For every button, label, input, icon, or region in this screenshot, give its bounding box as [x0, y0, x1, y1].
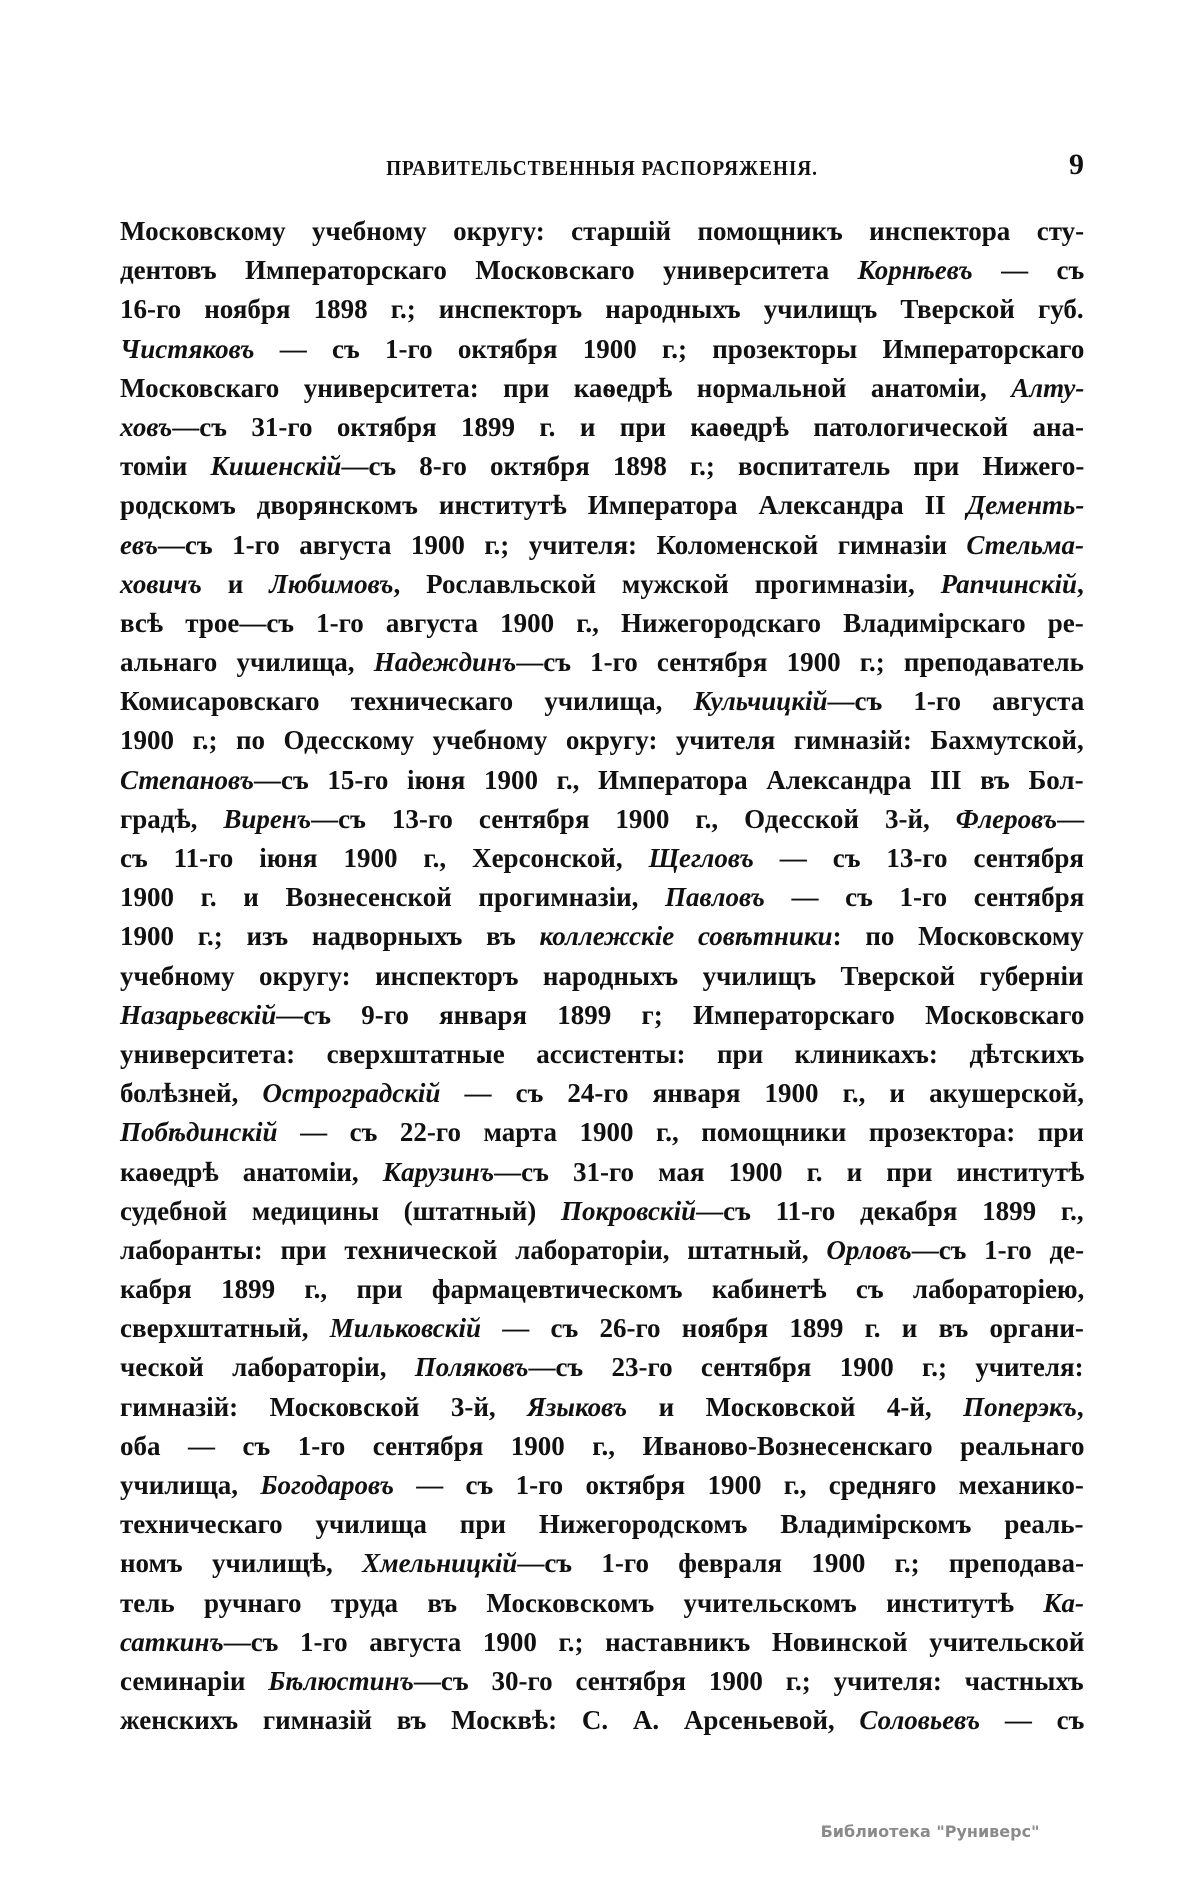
text-segment: —съ 1-го августа [827, 686, 1085, 717]
italic-name: Языковъ [527, 1391, 628, 1422]
text-segment: альнаго училища, [120, 647, 374, 678]
text-segment: —съ 13-го сентября 1900 г., Одесской 3-й, [311, 803, 956, 834]
text-line [120, 447, 1084, 486]
text-line [120, 1348, 1084, 1387]
running-header [120, 148, 1084, 188]
italic-name: Степановъ [120, 764, 254, 795]
italic-name: Павловъ [665, 882, 765, 913]
text-segment: —съ 31-го мая 1900 г. и при институтѣ [494, 1156, 1085, 1187]
text-line [120, 839, 1084, 878]
text-line [120, 800, 1084, 839]
text-line [120, 330, 1084, 369]
text-segment: оба — съ 1-го сентября 1900 г., Иваново-Вознесенскаго реальнаго [120, 1430, 1085, 1461]
text-segment: —съ 11-го декабря 1899 г., [696, 1195, 1084, 1226]
text-line [120, 996, 1084, 1035]
italic-name: Виренъ [223, 803, 312, 834]
italic-name: Покровскій [561, 1195, 697, 1226]
text-line [120, 1584, 1084, 1623]
text-line [120, 682, 1084, 721]
text-line [120, 1231, 1084, 1270]
text-line [120, 1192, 1084, 1231]
italic-name: евъ [120, 529, 158, 560]
text-segment: семинаріи [120, 1665, 269, 1696]
text-line [120, 1544, 1084, 1583]
text-segment: кабря 1899 г., при фармацевтическомъ кабинетѣ съ лабораторіею, [120, 1274, 1085, 1305]
italic-name: коллежскіе совѣтники [539, 921, 833, 952]
text-segment: женскихъ гимназій въ Москвѣ: С. А. Арсеньевой, [120, 1705, 860, 1736]
text-segment: сверхштатный, [120, 1313, 330, 1344]
text-segment: болѣзней, [120, 1078, 263, 1109]
header-title: ПРАВИТЕЛЬСТВЕННЫЯ РАСПОРЯЖЕНІЯ. [386, 156, 818, 180]
text-segment: — съ 26-го ноября 1899 г. и въ органи- [481, 1313, 1084, 1344]
text-segment: — съ 1-го сентября [764, 882, 1085, 913]
text-line [120, 1113, 1084, 1152]
text-segment: —съ 8-го октября 1898 г.; воспитатель при Нижего- [341, 451, 1085, 482]
page-number: 9 [1069, 148, 1084, 181]
text-segment: родскомъ дворянскомъ институтѣ Императора Александра II [120, 490, 967, 521]
italic-name: Чистяковъ [120, 333, 255, 364]
text-segment: 1900 г.; изъ надворныхъ въ [120, 921, 540, 952]
text-line [120, 251, 1084, 290]
text-segment: —съ 31-го октября 1899 г. и при каѳедрѣ патологической ана- [172, 411, 1085, 442]
italic-name: Остроградскій [262, 1078, 441, 1109]
text-line [120, 604, 1084, 643]
italic-name: Ка- [1043, 1587, 1085, 1618]
text-line [120, 1623, 1084, 1662]
italic-name: Карузинъ [382, 1156, 495, 1187]
italic-name: саткинъ [120, 1626, 224, 1657]
text-segment: 16-го ноября 1898 г.; инспекторъ народныхъ училищъ Тверской губ. [120, 294, 1084, 325]
italic-name: Кишенскій [210, 451, 342, 482]
text-line [120, 1662, 1084, 1701]
text-segment: тель ручнаго труда въ Московскомъ учительскомъ институтѣ [120, 1587, 1044, 1618]
text-line [120, 917, 1084, 956]
italic-name: Орловъ [826, 1234, 912, 1265]
text-segment: — съ 22-го марта 1900 г., помощники прозектора: при [277, 1117, 1084, 1148]
text-line [120, 526, 1084, 565]
text-segment: съ 11-го іюня 1900 г., Херсонской, [120, 843, 649, 873]
text-line [120, 1309, 1084, 1348]
italic-name: Щегловъ [648, 843, 754, 873]
text-segment: , Рославльской мужской прогимназіи, [393, 568, 941, 599]
text-segment: всѣ трое—съ 1-го августа 1900 г., Нижегородскаго Владимірскаго ре- [120, 607, 1084, 638]
text-segment: номъ училищѣ, [120, 1548, 363, 1579]
italic-name: Кульчицкій [693, 686, 828, 717]
text-segment: : по Московскому [832, 921, 1084, 952]
text-segment: Московскаго университета: при каѳедрѣ нормальной анатоміи, [120, 372, 1012, 403]
italic-name: Корнѣевъ [857, 255, 973, 286]
text-segment: университета: сверхштатные ассистенты: при клиникахъ: дѣтскихъ [120, 1038, 1085, 1069]
text-segment: лаборанты: при технической лабораторіи, штатный, [120, 1234, 827, 1265]
text-segment: 1900 г.; по Одесскому учебному округу: учителя гимназій: Бахмутской, [120, 725, 1084, 756]
text-segment: гимназій: Московской 3-й, [120, 1391, 528, 1422]
italic-name: Соловьевъ [859, 1705, 981, 1736]
text-segment: дентовъ Императорскаго Московскаго университета [120, 255, 858, 286]
italic-name: Алту- [1011, 372, 1085, 403]
text-segment: — [1057, 803, 1085, 834]
text-segment: — съ [980, 1705, 1085, 1736]
text-segment: техническаго училища при Нижегородскомъ Владимірскомъ реаль- [120, 1509, 1084, 1540]
text-line [120, 1270, 1084, 1309]
text-line [120, 1153, 1084, 1192]
text-line [120, 721, 1084, 760]
italic-name: Рапчинскій [940, 568, 1077, 599]
text-segment: Комисаровскаго техническаго училища, [120, 686, 694, 717]
text-line [120, 878, 1084, 917]
italic-name: Надеждинъ [373, 647, 517, 678]
library-watermark: Библиотека "Руниверс" [820, 1822, 1040, 1841]
text-line [120, 1701, 1084, 1740]
text-segment: —съ 1-го де- [911, 1234, 1085, 1265]
text-segment: —съ 1-го февраля 1900 г.; преподава- [517, 1548, 1085, 1579]
text-segment: учебному округу: инспекторъ народныхъ училищъ Тверской губерніи [120, 960, 1084, 991]
text-line [120, 1427, 1084, 1466]
text-line [120, 1035, 1084, 1074]
text-segment: ческой лабораторіи, [120, 1352, 415, 1383]
text-line [120, 1388, 1084, 1427]
italic-name: Побѣдинскій [120, 1117, 278, 1148]
text-line [120, 290, 1084, 329]
text-segment: —съ 30-го сентября 1900 г.; учителя: частныхъ [413, 1665, 1084, 1696]
text-segment: томіи [120, 451, 211, 482]
text-segment: —съ 1-го сентября 1900 г.; преподаватель [516, 647, 1084, 678]
text-line [120, 643, 1084, 682]
italic-name: ховичъ [120, 568, 202, 599]
text-segment: Московскому учебному округу: старшій помощникъ инспектора сту- [120, 216, 1085, 246]
text-segment: — съ 1-го октября 1900 г.; прозекторы Императорскаго [254, 333, 1085, 364]
text-segment: —съ 1-го августа 1900 г.; учителя: Коломенской гимназіи [157, 529, 967, 560]
text-segment: — съ [972, 255, 1085, 286]
text-segment: и [201, 568, 270, 599]
italic-name: Любимовъ [269, 568, 394, 599]
text-segment: 1900 г. и Вознесенской прогимназіи, [120, 882, 666, 913]
text-line [120, 1505, 1084, 1544]
italic-name: Поляковъ [414, 1352, 529, 1383]
text-line [120, 408, 1084, 447]
text-segment: градѣ, [120, 803, 224, 834]
text-line [120, 957, 1084, 996]
text-segment: —съ 15-го іюня 1900 г., Императора Александра III въ Бол- [253, 764, 1084, 795]
text-segment: — съ 1-го октября 1900 г., средняго механико- [393, 1470, 1084, 1500]
body-text [120, 212, 1084, 1740]
italic-name: Дементь- [966, 490, 1085, 521]
italic-name: Поперэкъ [963, 1391, 1077, 1422]
text-segment: , [1076, 1391, 1084, 1422]
text-segment: — съ 13-го сентября [753, 843, 1084, 873]
text-segment: —съ 1-го августа 1900 г.; наставникъ Новинской учительской [223, 1626, 1085, 1657]
italic-name: Хмельницкій [362, 1548, 518, 1579]
text-segment: —съ 23-го сентября 1900 г.; учителя: [528, 1352, 1084, 1383]
text-segment: судебной медицины (штатный) [120, 1195, 562, 1226]
text-line [120, 369, 1084, 408]
text-line [120, 212, 1084, 251]
text-segment: и Московской 4-й, [627, 1391, 964, 1422]
text-line [120, 1074, 1084, 1113]
italic-name: Бѣлюстинъ [268, 1665, 414, 1696]
text-line [120, 761, 1084, 800]
text-segment: — съ 24-го января 1900 г., и акушерской, [440, 1078, 1085, 1109]
text-line [120, 565, 1084, 604]
text-line [120, 1466, 1084, 1505]
text-segment: —съ 9-го января 1899 г; Императорскаго Московскаго [276, 999, 1085, 1030]
italic-name: Назарьевскій [120, 999, 277, 1030]
text-segment: училища, [120, 1470, 261, 1500]
italic-name: Стельма- [966, 529, 1084, 560]
italic-name: ховъ [120, 411, 173, 442]
text-line [120, 486, 1084, 525]
italic-name: Мильковскій [329, 1313, 481, 1344]
italic-name: Богодаровъ [260, 1470, 394, 1500]
text-segment: каѳедрѣ анатоміи, [120, 1156, 383, 1187]
italic-name: Флеровъ [955, 803, 1058, 834]
text-segment: , [1076, 568, 1084, 599]
